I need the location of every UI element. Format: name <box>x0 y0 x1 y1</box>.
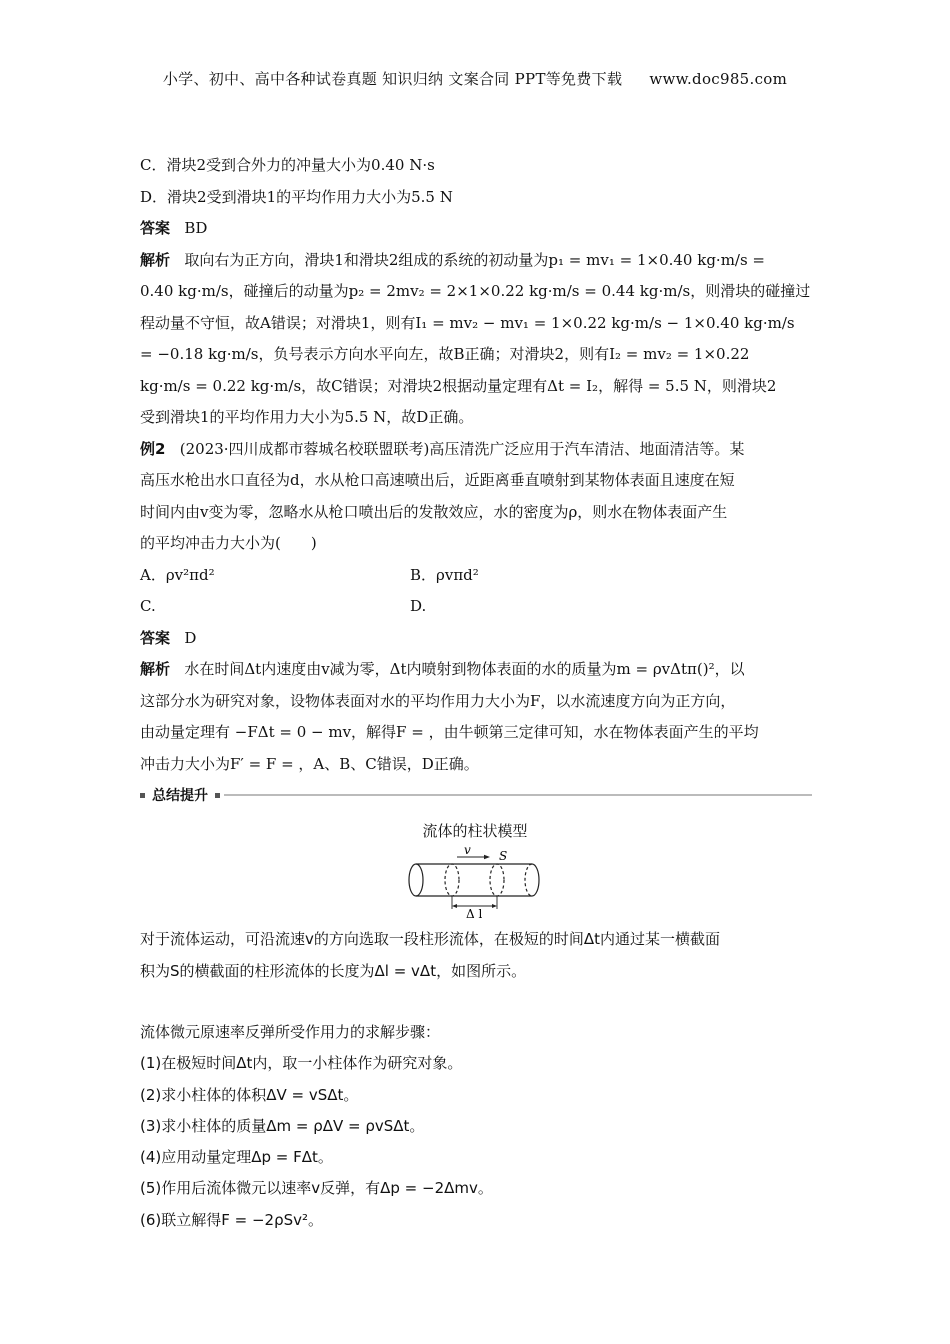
example-line-3: 时间内由v变为零，忽略水从枪口喷出后的发散效应，水的密度为ρ，则水在物体表面产生 <box>140 502 728 521</box>
example-text: (2023·四川成都市蓉城名校联盟联考)高压清洗广泛应用于汽车清洁、地面清洁等。某 <box>179 439 745 458</box>
analysis2-text: 水在时间Δt内速度由v减为零，Δt内喷射到物体表面的水的质量为m = ρvΔtπ()²，以 <box>184 660 745 678</box>
example-label: 例2 <box>140 439 166 458</box>
answer-value-2: D <box>184 628 197 647</box>
steps-list <box>140 1017 812 1236</box>
analysis-label-2: 解析 <box>140 660 171 678</box>
analysis-line-2: 0.40 kg·m/s，碰撞后的动量为p₂ = 2mv₂ = 2×1×0.22 kg·m/s = 0.44 kg·m/s，则滑块的碰撞过 <box>140 282 811 300</box>
label-s: S <box>499 849 508 863</box>
options-ab <box>140 560 812 592</box>
header-text: 小学、初中、高中各种试卷真题 知识归纳 文案合同 PPT等免费下载 <box>162 70 623 88</box>
divider-rule <box>224 794 812 796</box>
analysis2-line-4: 冲击力大小为F′ = F = ，A、B、C错误，D正确。 <box>140 754 479 773</box>
analysis-line-3: 程动量不守恒，故A错误；对滑块1，则有I₁ = mv₂ − mv₁ = 1×0.22 kg·m/s − 1×0.40 kg·m/s <box>140 313 795 332</box>
step-5: (5)作用后流体微元以速率v反弹，有Δp = −2Δmv。 <box>140 1179 493 1198</box>
summary-paragraph <box>140 924 812 987</box>
velocity-arrow-head <box>484 855 490 859</box>
answer-label-2: 答案 <box>140 628 171 647</box>
header-url[interactable]: www.doc985.com <box>649 70 788 88</box>
para-line-2: 积为S的横截面的柱形流体的长度为Δl = vΔt，如图所示。 <box>140 961 527 980</box>
step-4: (4)应用动量定理Δp = FΔt。 <box>140 1148 333 1167</box>
cylinder-right-end <box>532 864 539 896</box>
example-line-1 <box>140 434 812 466</box>
options-cd <box>140 591 812 623</box>
cylinder-figure <box>400 846 550 918</box>
answer-line-2 <box>140 623 812 655</box>
step-3: (3)求小柱体的质量Δm = ρΔV = ρvSΔt。 <box>140 1116 425 1135</box>
square-icon <box>215 793 220 798</box>
answer-line <box>140 213 812 245</box>
analysis2-line-1 <box>140 654 812 686</box>
label-dl: Δ l <box>466 907 483 918</box>
option-a: A．ρv²πd² <box>140 565 215 584</box>
analysis-line-1 <box>140 245 812 277</box>
section-right <box>490 864 504 896</box>
option-c2: C. <box>140 597 156 615</box>
option-c: C．滑块2受到合外力的冲量大小为0.40 N·s <box>140 156 435 174</box>
analysis-line-6: 受到滑块1的平均作用力大小为5.5 N，故D正确。 <box>140 408 474 426</box>
example-line-2: 高压水枪出水口直径为d，水从枪口高速喷出后，近距离垂直喷射到某物体表面且速度在短 <box>140 471 735 489</box>
cylinder-right-hidden <box>525 864 532 896</box>
cylinder-left-end <box>409 864 423 896</box>
analysis-label: 解析 <box>140 250 171 269</box>
dim-arrow-left <box>452 904 457 908</box>
label-v: v <box>464 846 471 857</box>
figure-title: 流体的柱状模型 <box>422 822 528 840</box>
option-b: B．ρvπd² <box>410 565 479 584</box>
analysis-line-5: kg·m/s = 0.22 kg·m/s，故C错误；对滑块2根据动量定理有Δt = I₂，解得 = 5.5 N，则滑块2 <box>140 376 777 395</box>
option-d: D．滑块2受到滑块1的平均作用力大小为5.5 N <box>140 187 453 206</box>
step-6: (6)联立解得F = −2ρSv²。 <box>140 1210 324 1229</box>
answer-label: 答案 <box>140 219 171 237</box>
example-line-4: 的平均冲击力大小为( ) <box>140 534 317 552</box>
steps-intro: 流体微元原速率反弹所受作用力的求解步骤： <box>140 1023 441 1041</box>
analysis-text: 取向右为正方向，滑块1和滑块2组成的系统的初动量为p₁ = mv₁ = 1×0.40 kg·m/s = <box>184 250 766 269</box>
step-2: (2)求小柱体的体积ΔV = vSΔt。 <box>140 1085 359 1104</box>
para-line-1: 对于流体运动，可沿流速v的方向选取一段柱形流体，在极短的时间Δt内通过某一横截面 <box>140 930 721 948</box>
dim-arrow-right <box>492 904 497 908</box>
summary-divider <box>140 785 812 805</box>
analysis2-line-2: 这部分水为研究对象，设物体表面对水的平均作用力大小为F，以水流速度方向为正方向， <box>140 691 736 710</box>
square-icon <box>140 793 145 798</box>
main-content <box>140 150 812 780</box>
section-left <box>445 864 459 896</box>
answer-value: BD <box>184 219 208 237</box>
page-header <box>0 68 950 89</box>
analysis-line-4: = −0.18 kg·m/s，负号表示方向水平向左，故B正确；对滑块2，则有I₂ = mv₂ = 1×0.22 <box>140 345 750 363</box>
summary-title: 总结提升 <box>152 788 208 804</box>
step-1: (1)在极短时间Δt内，取一小柱体作为研究对象。 <box>140 1054 463 1073</box>
option-d2: D. <box>410 597 427 615</box>
analysis2-line-3: 由动量定理有 −FΔt = 0 − mv，解得F = ，由牛顿第三定律可知，水在物体表面产生的平均 <box>140 723 759 741</box>
